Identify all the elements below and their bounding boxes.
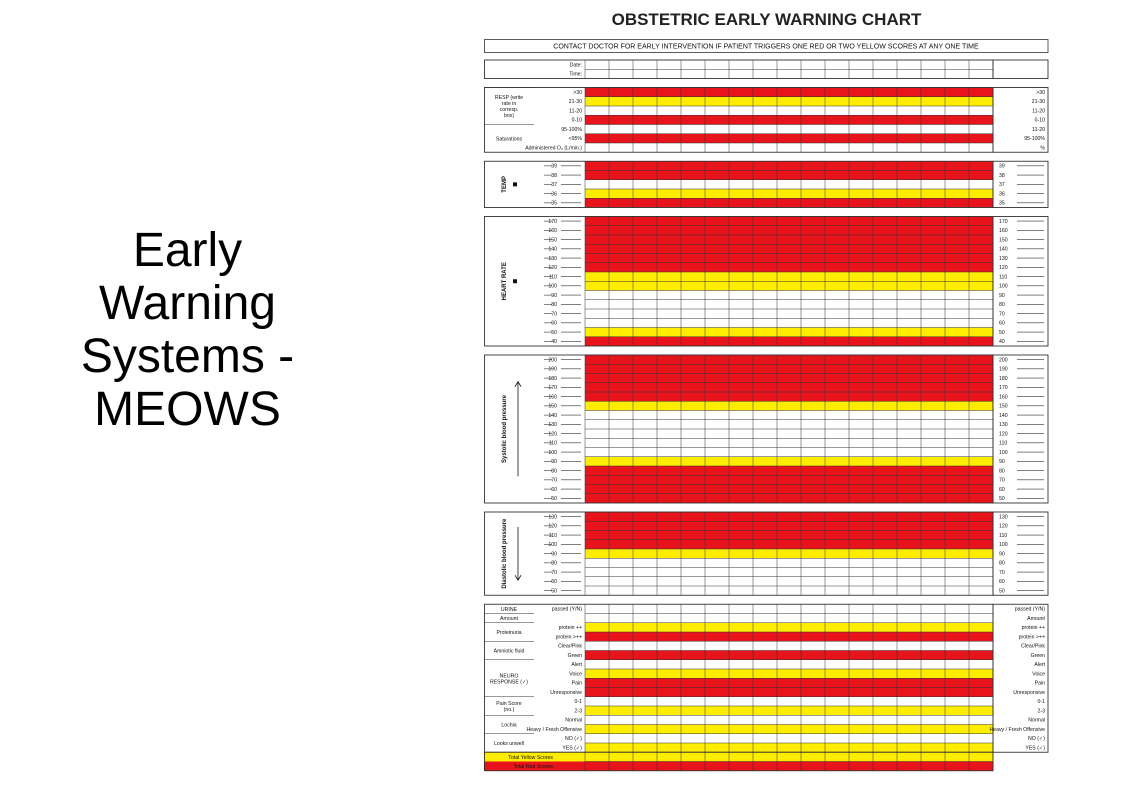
row-label-right: Clear/Pink xyxy=(1021,643,1045,650)
chart-band xyxy=(585,198,993,207)
row-label-right: 100 xyxy=(999,283,1008,290)
row-label-right: 11-20 xyxy=(1032,108,1045,115)
row-label: 70 xyxy=(551,311,557,318)
slide-title-line: Early xyxy=(132,224,243,277)
row-label: 100 xyxy=(548,449,557,456)
row-label: 160 xyxy=(548,228,557,235)
row-label-right: Normal xyxy=(1028,717,1045,724)
chart-band xyxy=(585,115,993,124)
chart-band xyxy=(585,97,993,106)
chart-band xyxy=(585,106,993,115)
row-label-right: 100 xyxy=(999,542,1008,549)
group-label: box) xyxy=(503,113,515,119)
instruction-text: CONTACT DOCTOR FOR EARLY INTERVENTION IF PATIENT TRIGGERS ONE RED OR TWO YELLOW SCORES AT ANY ONE TIME xyxy=(553,43,979,51)
row-label-right: 130 xyxy=(999,514,1008,521)
row-label-right: 90 xyxy=(999,551,1005,558)
chart-band xyxy=(585,235,993,244)
slide-title-line: MEOWS xyxy=(94,383,281,436)
chart-band xyxy=(585,244,993,253)
group-label: Proteinuria xyxy=(496,630,522,636)
group-label: NEURO xyxy=(499,673,519,680)
row-label-right: 120 xyxy=(999,431,1008,438)
row-label-right: 110 xyxy=(999,440,1008,447)
row-label: 21-30 xyxy=(568,99,582,106)
marker-square xyxy=(513,279,517,283)
row-label-right: 100 xyxy=(999,449,1008,456)
row-label-right: 130 xyxy=(999,422,1008,429)
row-label: 50 xyxy=(551,588,557,595)
chart-band xyxy=(585,171,993,180)
total-label: Total Red Scores xyxy=(513,764,553,770)
chart-band xyxy=(585,577,993,586)
row-label-right: 40 xyxy=(999,339,1005,346)
group-label: Lochia xyxy=(501,722,517,729)
section-label: Systolic blood pressure xyxy=(502,394,508,464)
chart-band xyxy=(585,318,993,327)
row-label: 130 xyxy=(548,514,557,521)
chart-band xyxy=(585,189,993,198)
row-label-right: 180 xyxy=(999,375,1008,382)
row-label: 180 xyxy=(548,375,557,382)
row-label: >30 xyxy=(573,89,582,96)
row-label: 0-1 xyxy=(574,699,582,706)
row-label-right: 150 xyxy=(999,237,1008,244)
section-label: TEMP xyxy=(502,176,508,193)
chart-band xyxy=(585,734,993,743)
chart-band xyxy=(585,660,993,669)
group-label: (no.) xyxy=(503,707,515,713)
row-label: 70 xyxy=(551,477,557,484)
chart-band xyxy=(585,549,993,558)
row-label: 160 xyxy=(548,394,557,401)
chart-band xyxy=(585,69,993,78)
row-label-right: 60 xyxy=(999,486,1005,493)
group-label: Looks unwell xyxy=(494,741,524,747)
row-label-right: passed (Y/N) xyxy=(1014,606,1045,613)
group-label: corresp. xyxy=(499,107,519,113)
chart-band xyxy=(585,143,993,152)
row-label-right: 110 xyxy=(999,532,1008,539)
chart-band xyxy=(585,180,993,189)
row-label-right: 60 xyxy=(999,579,1005,586)
row-label-right: 60 xyxy=(999,320,1005,327)
group-label: Saturations xyxy=(495,136,523,143)
row-label-right: 50 xyxy=(999,329,1005,336)
row-label-right: 39 xyxy=(999,163,1005,170)
row-label: 39 xyxy=(551,163,557,170)
row-label: Normal xyxy=(565,717,582,724)
chart-band xyxy=(585,743,993,752)
chart-band xyxy=(585,401,993,410)
chart-band xyxy=(585,669,993,678)
chart-band xyxy=(585,337,993,346)
chart-band xyxy=(585,762,993,771)
chart-band xyxy=(585,632,993,641)
row-label: 60 xyxy=(551,579,557,586)
chart-band xyxy=(585,291,993,300)
chart-band xyxy=(585,641,993,650)
group-label: Amniotic fluid xyxy=(493,648,525,655)
row-label: 50 xyxy=(551,496,557,503)
row-label-right: 0-10 xyxy=(1034,117,1045,124)
row-label: 130 xyxy=(548,422,557,429)
row-label: 110 xyxy=(548,440,557,447)
row-label: 100 xyxy=(548,283,557,290)
row-label-right: Heavy / Fresh Offensive xyxy=(989,726,1045,733)
row-label-right: 120 xyxy=(999,265,1008,272)
section-label: Diastolic blood pressure xyxy=(502,518,508,589)
row-label-right: 70 xyxy=(999,477,1005,484)
slide-title-line: Systems - xyxy=(80,330,295,383)
row-label-right: NO (✓) xyxy=(1027,736,1045,743)
chart-band xyxy=(585,60,993,69)
chart-band xyxy=(585,300,993,309)
row-label: 110 xyxy=(548,532,557,539)
row-label: 80 xyxy=(551,560,557,567)
chart-band xyxy=(585,531,993,540)
row-label-right: 50 xyxy=(999,496,1005,503)
chart-band xyxy=(585,715,993,724)
row-label: YES (✓) xyxy=(562,745,582,752)
row-label-right: 160 xyxy=(999,394,1008,401)
row-label-right: Pain xyxy=(1034,680,1045,687)
row-label: 90 xyxy=(551,459,557,466)
row-label: 150 xyxy=(548,237,557,244)
row-label: 90 xyxy=(551,292,557,299)
chart-band xyxy=(585,438,993,447)
row-label-right: 200 xyxy=(999,357,1008,364)
row-label: Green xyxy=(567,652,582,659)
chart-band xyxy=(585,134,993,143)
row-label: Date: xyxy=(569,62,582,69)
chart-band xyxy=(585,568,993,577)
slide-title-line: Warning xyxy=(99,277,276,330)
row-label: 37 xyxy=(551,182,557,189)
chart-band xyxy=(585,355,993,364)
row-label: 100 xyxy=(548,542,557,549)
row-label-right: 170 xyxy=(999,218,1008,225)
chart-band xyxy=(585,651,993,660)
row-label: 140 xyxy=(548,412,557,419)
row-label-right: 80 xyxy=(999,302,1005,309)
row-label-right: 35 xyxy=(999,200,1005,207)
chart-band xyxy=(585,512,993,521)
row-label-right: 90 xyxy=(999,292,1005,299)
chart-band xyxy=(585,272,993,281)
chart-band xyxy=(585,614,993,623)
chart-band xyxy=(585,309,993,318)
chart-band xyxy=(585,457,993,466)
chart-band xyxy=(585,226,993,235)
row-label-right: 36 xyxy=(999,191,1005,198)
chart-band xyxy=(585,752,993,761)
chart-band xyxy=(585,706,993,715)
row-label-right: Alert xyxy=(1034,662,1045,669)
row-label-right: 170 xyxy=(999,385,1008,392)
row-label: 40 xyxy=(551,339,557,346)
total-label: Total Yellow Scores xyxy=(508,754,553,761)
row-label-right: 120 xyxy=(999,523,1008,530)
row-label: 130 xyxy=(548,255,557,262)
row-label: 80 xyxy=(551,468,557,475)
row-label-right: 160 xyxy=(999,228,1008,235)
row-label-right: Amount xyxy=(1027,615,1045,622)
section-frame-right xyxy=(993,60,1048,79)
chart-band xyxy=(585,364,993,373)
row-label: 11-20 xyxy=(569,108,582,115)
row-label: 170 xyxy=(548,218,557,225)
row-label-right: protein >++ xyxy=(1018,634,1045,641)
chart-band xyxy=(585,411,993,420)
chart-band xyxy=(585,494,993,503)
row-label: 140 xyxy=(548,246,557,253)
row-label: 150 xyxy=(548,403,557,410)
row-label: 95-100% xyxy=(561,126,582,133)
row-label: Pain xyxy=(571,680,582,687)
row-label-right: 95-100% xyxy=(1024,136,1045,143)
chart-title: OBSTETRIC EARLY WARNING CHART xyxy=(611,10,922,29)
row-label: 50 xyxy=(551,329,557,336)
row-label: 80 xyxy=(551,302,557,309)
chart-band xyxy=(585,328,993,337)
row-label: 0-10 xyxy=(571,117,582,124)
row-label: 38 xyxy=(551,172,557,179)
chart-band xyxy=(585,725,993,734)
chart-band xyxy=(585,540,993,549)
chart-band xyxy=(585,448,993,457)
row-label-right: % xyxy=(1040,145,1045,152)
chart-band xyxy=(585,604,993,613)
row-label: 36 xyxy=(551,191,557,198)
row-label: Voice xyxy=(569,671,582,678)
row-label: 170 xyxy=(548,385,557,392)
chart-band xyxy=(585,281,993,290)
row-label: Alert xyxy=(571,662,582,669)
chart-band xyxy=(585,697,993,706)
chart-band xyxy=(585,623,993,632)
chart-band xyxy=(585,475,993,484)
chart-band xyxy=(585,374,993,383)
row-label-right: 37 xyxy=(999,182,1005,189)
chart-band xyxy=(585,88,993,97)
row-label-right: 50 xyxy=(999,588,1005,595)
row-label-right: 140 xyxy=(999,246,1008,253)
row-label: Unresponsive xyxy=(550,689,582,696)
chart-band xyxy=(585,558,993,567)
chart-band xyxy=(585,688,993,697)
group-label: RESPONSE (✓) xyxy=(489,679,529,686)
row-label-right: 80 xyxy=(999,560,1005,567)
chart-band xyxy=(585,263,993,272)
row-label-right: Voice xyxy=(1032,671,1045,678)
row-label: Time: xyxy=(569,71,582,78)
group-label: rate in xyxy=(501,101,517,107)
row-label: NO (✓) xyxy=(564,736,582,743)
row-label: 90 xyxy=(551,551,557,558)
row-label-right: Green xyxy=(1030,652,1045,659)
group-label: URINE xyxy=(500,606,518,613)
row-label: Heavy / Fresh Offensive xyxy=(526,726,582,733)
row-label: 120 xyxy=(548,523,557,530)
marker-square xyxy=(513,182,517,186)
row-label-right: 150 xyxy=(999,403,1008,410)
chart-band xyxy=(585,254,993,263)
row-label: passed (Y/N) xyxy=(551,606,582,613)
row-label: Clear/Pink xyxy=(558,643,582,650)
chart-band xyxy=(585,392,993,401)
row-label: 200 xyxy=(548,357,557,364)
row-label: 190 xyxy=(548,366,557,373)
row-label: 110 xyxy=(548,274,557,281)
row-label-right: 70 xyxy=(999,311,1005,318)
chart-band xyxy=(585,429,993,438)
chart-band xyxy=(585,420,993,429)
row-label-right: 130 xyxy=(999,255,1008,262)
chart-band xyxy=(585,217,993,226)
row-label-right: >30 xyxy=(1036,89,1045,96)
chart-band xyxy=(585,383,993,392)
row-label: Administered O₂ (L/min.) xyxy=(525,145,582,152)
chart-band xyxy=(585,678,993,687)
row-label-right: YES (✓) xyxy=(1025,745,1045,752)
chart-band xyxy=(585,161,993,170)
row-label-right: 140 xyxy=(999,412,1008,419)
row-label: protein >++ xyxy=(555,634,582,641)
row-label-right: 190 xyxy=(999,366,1008,373)
row-label-right: protein ++ xyxy=(1021,625,1045,632)
chart-band xyxy=(585,485,993,494)
group-label: RESP (write xyxy=(494,95,524,101)
row-label: <95% xyxy=(568,136,582,143)
chart-band xyxy=(585,125,993,134)
chart-band xyxy=(585,521,993,530)
row-label: protein ++ xyxy=(558,625,582,632)
row-label: 70 xyxy=(551,569,557,576)
row-label-right: 21-30 xyxy=(1031,99,1045,106)
chart-band xyxy=(585,466,993,475)
row-label: 120 xyxy=(548,265,557,272)
row-label-right: 80 xyxy=(999,468,1005,475)
row-label-right: 38 xyxy=(999,172,1005,179)
row-label: 60 xyxy=(551,320,557,327)
row-label-right: 70 xyxy=(999,569,1005,576)
chart-band xyxy=(585,586,993,595)
row-label-right: 110 xyxy=(999,274,1008,281)
group-label: Pain Score xyxy=(496,701,522,707)
row-label: 60 xyxy=(551,486,557,493)
row-label-right: Unresponsive xyxy=(1013,689,1045,696)
row-label-right: 0-1 xyxy=(1037,699,1045,706)
row-label: 120 xyxy=(548,431,557,438)
row-label-right: 90 xyxy=(999,459,1005,466)
section-label: HEART RATE xyxy=(502,262,508,301)
group-label: Amount xyxy=(500,616,518,623)
slide-title xyxy=(20,224,355,436)
row-label: 35 xyxy=(551,200,557,207)
row-label: 2-3 xyxy=(574,708,582,715)
row-label-right: 2-3 xyxy=(1037,708,1045,715)
row-label-right: 11-20 xyxy=(1032,126,1045,133)
obstetric-warning-chart xyxy=(484,39,1049,787)
